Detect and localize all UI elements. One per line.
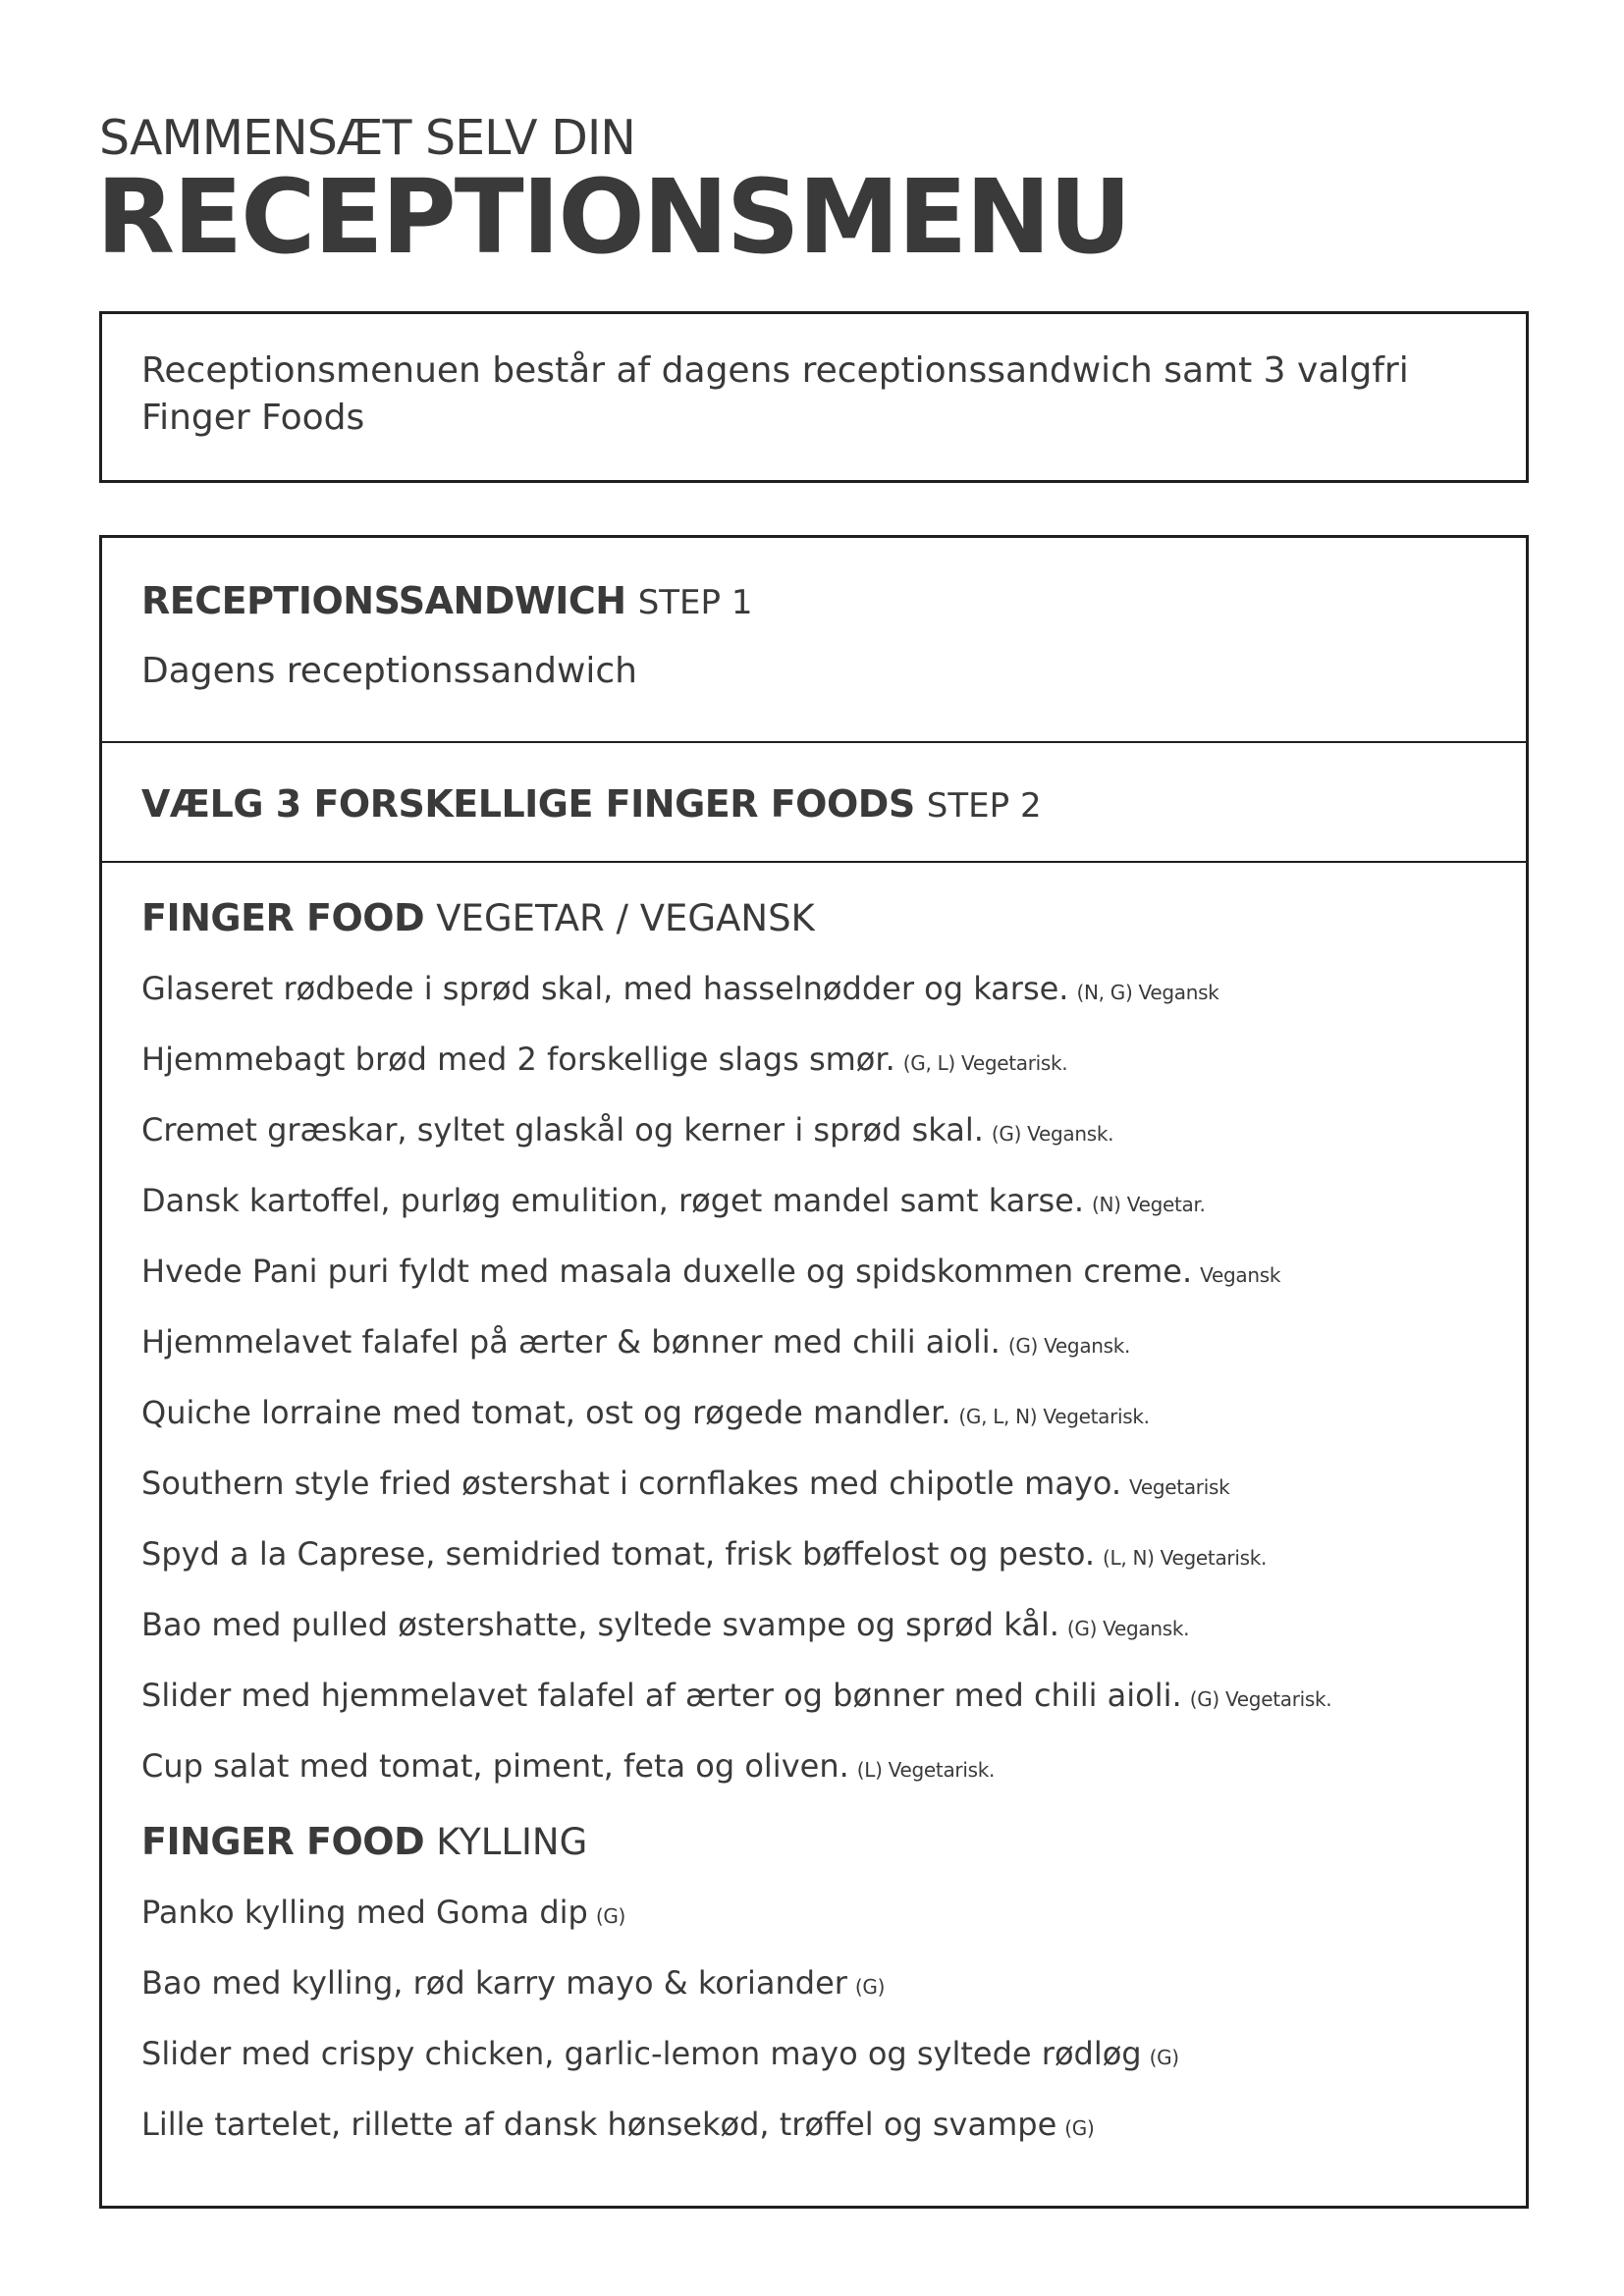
item-note: (G, L, N) Vegetarisk. (958, 1405, 1150, 1428)
step1-heading (141, 579, 753, 622)
kylling-heading (141, 1820, 588, 1863)
list-item (141, 2106, 1496, 2179)
item-note: (G) Vegansk. (991, 1122, 1114, 1146)
item-note: (G) (1149, 2046, 1179, 2069)
kylling-title: FINGER FOOD (141, 1820, 425, 1863)
page-title-block (96, 110, 1130, 277)
list-item (141, 1182, 1496, 1255)
finger-food-section (102, 863, 1526, 2209)
item-note: (N) Vegetar. (1092, 1193, 1206, 1216)
item-text: Dansk kartoffel, purløg emulition, røget mandel samt karse. (141, 1182, 1085, 1219)
step2-heading (141, 782, 1042, 826)
item-text: Slider med hjemmelavet falafel af ærter og bønner med chili aioli. (141, 1677, 1182, 1714)
item-text: Spyd a la Caprese, semidried tomat, frisk bøffelost og pesto. (141, 1535, 1095, 1573)
list-item (141, 1394, 1496, 1468)
list-item (141, 1606, 1496, 1680)
step1-step-label: STEP 1 (637, 583, 753, 622)
item-note: (L) Vegetarisk. (856, 1758, 996, 1782)
list-item (141, 1964, 1496, 2038)
item-note: Vegetarisk (1129, 1475, 1230, 1499)
item-text: Cremet græskar, syltet glaskål og kerner i sprød skal. (141, 1111, 984, 1148)
item-note: (N, G) Vegansk (1076, 981, 1219, 1004)
list-item (141, 1896, 1496, 1967)
vegetar-subtitle: VEGETAR / VEGANSK (436, 897, 815, 939)
item-text: Southern style fried østershat i cornflakes med chipotle mayo. (141, 1465, 1122, 1502)
kylling-subtitle: KYLLING (436, 1821, 588, 1863)
list-item (141, 1111, 1496, 1185)
list-item (141, 1043, 1496, 1114)
step2-section (102, 743, 1526, 863)
kylling-list (141, 1896, 1496, 2179)
item-note: (G) Vegansk. (1066, 1617, 1190, 1640)
item-note: Vegansk (1200, 1263, 1281, 1287)
item-text: Panko kylling med Goma dip (141, 1894, 588, 1931)
list-item (141, 1747, 1496, 1821)
item-text: Slider med crispy chicken, garlic-lemon mayo og syltede rødløg (141, 2035, 1142, 2072)
vegetar-heading (141, 896, 815, 939)
list-item (141, 1535, 1496, 1609)
item-text: Quiche lorraine med tomat, ost og røgede mandler. (141, 1394, 951, 1431)
step2-title: VÆLG 3 FORSKELLIGE FINGER FOODS (141, 782, 915, 826)
vegetar-title: FINGER FOOD (141, 896, 425, 939)
step1-description: Dagens receptionssandwich (141, 651, 638, 691)
page-subtitle: SAMMENSÆT SELV DIN (99, 110, 635, 166)
item-note: (G) Vegansk. (1007, 1334, 1131, 1358)
page-title: RECEPTIONSMENU (96, 157, 1130, 277)
item-text: Hjemmelavet falafel på ærter & bønner med chili aioli. (141, 1323, 1001, 1361)
item-text: Bao med pulled østershatte, syltede svampe og sprød kål. (141, 1606, 1059, 1643)
item-text: Hjemmebagt brød med 2 forskellige slags smør. (141, 1041, 895, 1078)
list-item (141, 2035, 1496, 2109)
list-item (141, 1677, 1496, 1750)
list-item (141, 1255, 1496, 1326)
menu-box (99, 535, 1529, 2209)
item-text: Cup salat med tomat, piment, feta og oliven. (141, 1747, 849, 1785)
intro-box (99, 311, 1529, 483)
item-note: (L, N) Vegetarisk. (1103, 1546, 1268, 1570)
item-note: (G) (854, 1975, 886, 1999)
item-text: Glaseret rødbede i sprød skal, med hasselnødder og karse. (141, 970, 1069, 1007)
list-item (141, 970, 1496, 1043)
list-item (141, 1323, 1496, 1397)
vegetar-list (141, 970, 1496, 1821)
item-text: Bao med kylling, rød karry mayo & koriander (141, 1964, 847, 2002)
step1-title: RECEPTIONSSANDWICH (141, 579, 626, 622)
item-text: Hvede Pani puri fyldt med masala duxelle og spidskommen creme. (141, 1253, 1193, 1290)
intro-text: Receptionsmenuen består af dagens receptionssandwich samt 3 valgfri Finger Foods (141, 350, 1409, 438)
item-note: (G) Vegetarisk. (1189, 1687, 1332, 1711)
item-note: (G) (595, 1904, 626, 1928)
list-item (141, 1465, 1496, 1538)
item-note: (G) (1064, 2116, 1095, 2140)
step2-step-label: STEP 2 (926, 786, 1042, 826)
item-text: Lille tartelet, rillette af dansk hønsekød, trøffel og svampe (141, 2106, 1057, 2143)
item-note: (G, L) Vegetarisk. (902, 1051, 1068, 1075)
step1-section (102, 538, 1526, 743)
